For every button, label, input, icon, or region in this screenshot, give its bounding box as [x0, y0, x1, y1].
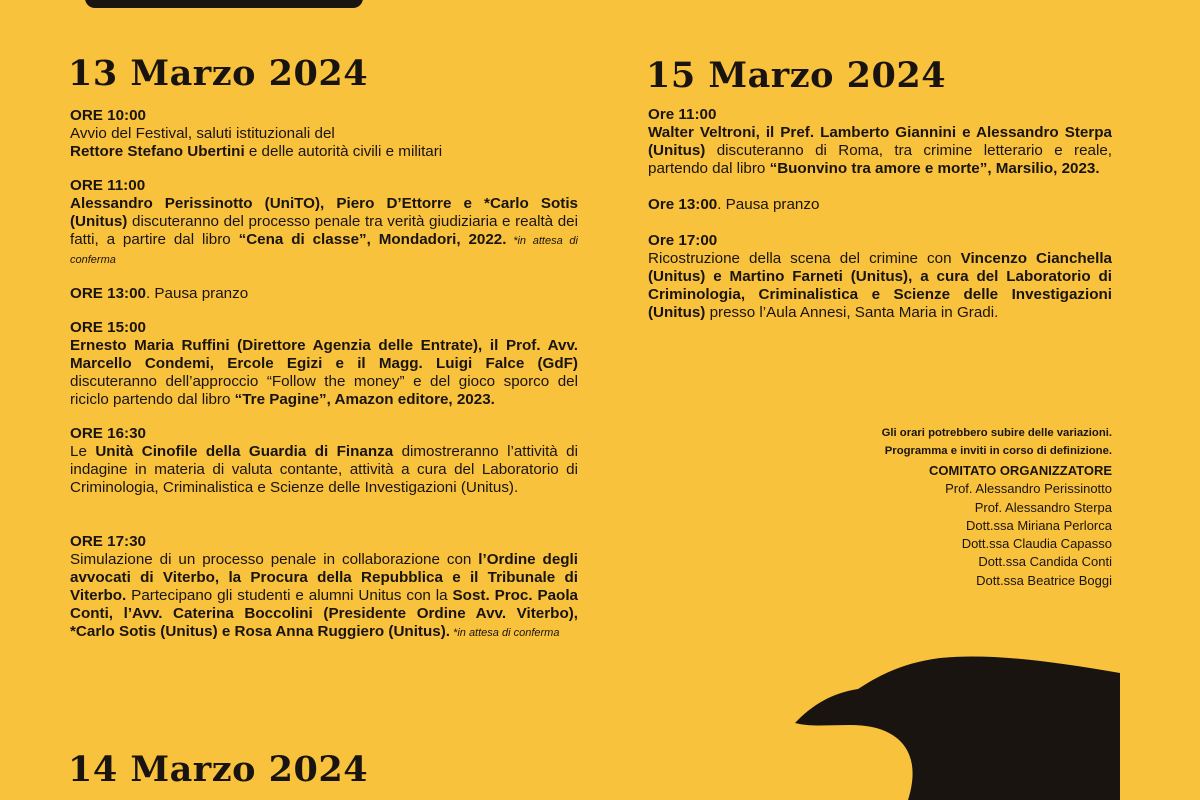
- date-heading-15-march: 15 Marzo 2024: [646, 55, 947, 96]
- header-bar-decoration: [85, 0, 363, 8]
- slot-text: Ricostruzione della scena del crimine con: [648, 250, 961, 267]
- slot-time: Ore 11:00: [648, 106, 717, 123]
- slot-description: [648, 196, 1112, 214]
- schedule-disclaimer: [752, 424, 1112, 460]
- slot-description: [70, 337, 578, 409]
- slot-description: [70, 443, 578, 497]
- slot-description: [648, 124, 1112, 178]
- committee-title: COMITATO ORGANIZZATORE: [929, 463, 1112, 478]
- schedule-slot: [648, 232, 1112, 322]
- slot-text: Partecipano gli studenti e alumni Unitus con la: [126, 587, 453, 604]
- slot-text: Avvio del Festival, saluti istituzionali del: [70, 125, 335, 142]
- schedule-column-15-march: [648, 106, 1112, 322]
- disclaimer-line: Programma e inviti in corso di definizione.: [884, 445, 1112, 457]
- slot-highlight: Vincenzo Cianchella (Unitus) e Martino Farneti (Unitus), a cura del Laboratorio di Criminologia, Criminalistica e Scienze delle Investigazioni (Unitus): [648, 250, 1112, 321]
- slot-text: discuteranno dell’approccio “Follow the money” e del gioco sporco del riciclo partendo dal libro: [70, 373, 578, 408]
- slot-text: . Pausa pranzo: [145, 285, 249, 302]
- schedule-slot: [70, 107, 578, 161]
- slot-highlight: Unità Cinofile della Guardia di Finanza: [95, 443, 394, 460]
- slot-highlight: Sost. Proc. Paola Conti, l’Avv. Caterina Boccolini (Presidente Ordine Avv. Viterbo), *Carlo Sotis (Unitus) e Rosa Anna Ruggiero (Unitus).: [70, 587, 579, 640]
- slot-highlight: Alessandro Perissinotto (UniTO), Piero D’Ettorre e *Carlo Sotis (Unitus): [70, 195, 578, 230]
- organizing-committee: [792, 462, 1112, 590]
- schedule-slot: [648, 106, 1112, 178]
- slot-text: . Pausa pranzo: [717, 196, 820, 213]
- slot-text: Le: [70, 443, 96, 460]
- slot-time: Ore 17:00: [648, 232, 718, 249]
- committee-member: Dott.ssa Beatrice Boggi: [976, 572, 1112, 588]
- slot-description: [70, 125, 578, 161]
- slot-time: ORE 17:30: [70, 533, 146, 550]
- slot-description: [70, 285, 578, 303]
- slot-text: discuteranno di Roma, tra crimine letterario e reale, partendo dal libro: [648, 142, 1112, 177]
- slot-highlight: “Buonvino tra amore e morte”, Marsilio, 2023.: [769, 160, 1100, 177]
- committee-member: Dott.ssa Miriana Perlorca: [966, 517, 1112, 533]
- slot-time: ORE 10:00: [70, 107, 146, 124]
- committee-member: Prof. Alessandro Perissinotto: [945, 481, 1112, 497]
- committee-member: Prof. Alessandro Sterpa: [974, 499, 1112, 515]
- header-title-fragment-decoration: [410, 0, 1090, 6]
- schedule-column-13-march: [70, 107, 578, 642]
- slot-text: discuteranno del processo penale tra verità giudiziaria e realtà dei fatti, a partire dal libro: [70, 213, 578, 248]
- slot-time: ORE 13:00: [70, 285, 146, 302]
- committee-member: Dott.ssa Claudia Capasso: [961, 536, 1112, 552]
- slot-time: ORE 11:00: [70, 177, 146, 194]
- slot-highlight: l’Ordine degli avvocati di Viterbo, la Procura della Repubblica e il Tribunale di Viterbo.: [70, 551, 578, 604]
- slot-time: ORE 16:30: [70, 425, 146, 442]
- slot-time: Ore 13:00: [648, 196, 718, 213]
- slot-highlight: Rettore Stefano Ubertini: [70, 143, 245, 160]
- slot-text: presso l’Aula Annesi, Santa Maria in Gradi.: [705, 304, 999, 321]
- crow-silhouette-icon: [790, 655, 1120, 800]
- date-heading-13-march: 13 Marzo 2024: [68, 53, 369, 94]
- slot-note: *in attesa di conferma: [70, 235, 578, 266]
- committee-member: Dott.ssa Candida Conti: [978, 554, 1112, 570]
- schedule-slot: [70, 285, 578, 303]
- slot-highlight: “Tre Pagine”, Amazon editore, 2023.: [234, 391, 495, 408]
- disclaimer-line: Gli orari potrebbero subire delle variazioni.: [881, 427, 1112, 439]
- schedule-slot: [70, 533, 578, 642]
- slot-text: e delle autorità civili e militari: [244, 143, 443, 160]
- slot-description: [70, 551, 578, 642]
- schedule-slot: [70, 425, 578, 497]
- schedule-slot: [70, 177, 578, 269]
- slot-time: ORE 15:00: [70, 319, 146, 336]
- slot-description: [70, 195, 578, 269]
- slot-description: [648, 250, 1112, 322]
- slot-note: *in attesa di conferma: [449, 627, 560, 639]
- date-heading-14-march: 14 Marzo 2024: [68, 749, 369, 790]
- slot-highlight: Ernesto Maria Ruffini (Direttore Agenzia delle Entrate), il Prof. Avv. Marcello Condemi, Ercole Egizi e il Magg. Luigi Falce (GdF): [70, 337, 578, 372]
- slot-text: Simulazione di un processo penale in collaborazione con: [70, 551, 479, 568]
- slot-highlight: Walter Veltroni, il Pref. Lamberto Giannini e Alessandro Sterpa (Unitus): [648, 124, 1112, 159]
- schedule-slot: [70, 319, 578, 409]
- slot-text: dimostreranno l’attività di indagine in materia di valuta contante, attività a cura del Laboratorio di Criminologia, Criminalistica e Scienze delle Investigazioni (Unitus).: [70, 443, 578, 496]
- schedule-slot: [648, 196, 1112, 214]
- slot-highlight: “Cena di classe”, Mondadori, 2022.: [238, 231, 507, 248]
